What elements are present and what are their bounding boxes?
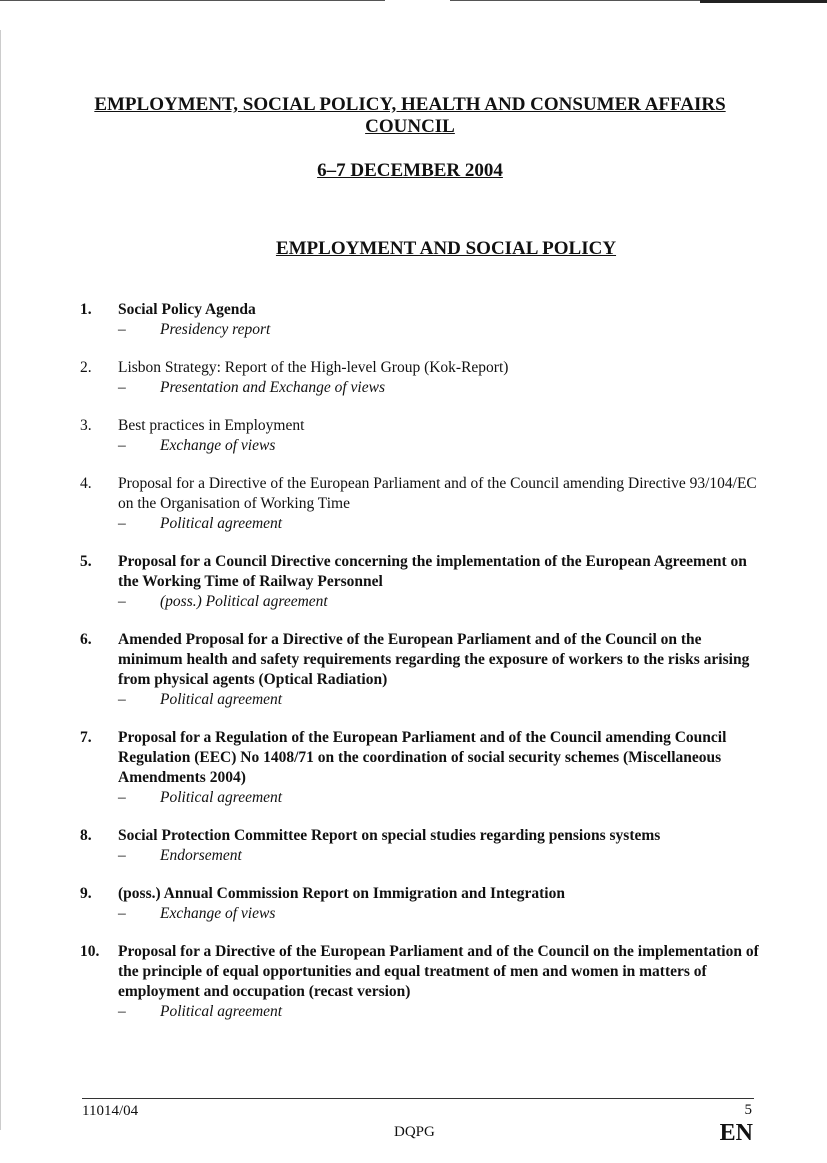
agenda-item-title: (poss.) Annual Commission Report on Immigration and Integration [118, 885, 565, 902]
language-code: EN [719, 1120, 753, 1146]
agenda-item-action [118, 904, 760, 924]
agenda-item-action-text: Political agreement [160, 789, 283, 806]
agenda-item-title: Proposal for a Directive of the European Parliament and of the Council amending Directive 93/104/EC on the Organisation of Working Time [118, 475, 757, 512]
dash-bullet: – [118, 593, 126, 610]
dash-bullet: – [118, 691, 126, 708]
agenda-item-title: Lisbon Strategy: Report of the High-level Group (Kok-Report) [118, 359, 509, 376]
agenda-item [80, 552, 760, 612]
agenda-item-title: Amended Proposal for a Directive of the European Parliament and of the Council on the minimum health and safety requirements regarding the exposure of workers to the risks arising from physical agents (Optical Radiation) [118, 631, 750, 688]
agenda-item-action [118, 846, 760, 866]
top-rule-right-thick [700, 0, 827, 3]
dash-bullet: – [118, 905, 126, 922]
agenda-item-content [118, 474, 760, 534]
agenda-item-action [118, 378, 760, 398]
agenda-item [80, 826, 760, 866]
agenda-item-action [118, 436, 760, 456]
agenda-item-title: Proposal for a Directive of the European Parliament and of the Council on the implementation of the principle of equal opportunities and equal treatment of men and women in matters of employment and occupation (recast version) [118, 943, 759, 1000]
agenda-item-content [118, 942, 760, 1022]
section-heading: EMPLOYMENT AND SOCIAL POLICY [275, 238, 617, 259]
agenda-item-number: 6. [80, 631, 92, 648]
agenda-item [80, 416, 760, 456]
dash-bullet: – [118, 437, 126, 454]
agenda-item-content [118, 630, 760, 710]
agenda-item-action-text: Exchange of views [160, 905, 276, 922]
agenda-item-content [118, 884, 760, 924]
agenda-item-title: Proposal for a Regulation of the European Parliament and of the Council amending Council Regulation (EEC) No 1408/71 on the coordination of social security schemes (Miscellaneous Amendments 2004) [118, 729, 727, 786]
agenda-item-content [118, 416, 760, 456]
agenda-item [80, 358, 760, 398]
agenda-item-action-text: (poss.) Political agreement [160, 593, 328, 610]
dash-bullet: – [118, 1003, 126, 1020]
agenda-item-action-text: Presentation and Exchange of views [160, 379, 385, 396]
agenda-item-title: Social Protection Committee Report on special studies regarding pensions systems [118, 827, 661, 844]
agenda-item-action [118, 690, 760, 710]
page-number: 5 [744, 1102, 752, 1118]
council-title-line2: COUNCIL [365, 116, 455, 137]
dash-bullet: – [118, 321, 126, 338]
agenda-item-action [118, 320, 760, 340]
council-title [60, 94, 760, 138]
agenda-item-number: 8. [80, 827, 92, 844]
agenda-item-number: 10. [80, 943, 100, 960]
dash-bullet: – [118, 847, 126, 864]
agenda-item-content [118, 826, 760, 866]
agenda-item [80, 884, 760, 924]
agenda-item-number: 1. [80, 301, 92, 318]
doc-number: 11014/04 [82, 1103, 139, 1119]
department-code: DQPG [394, 1124, 435, 1140]
agenda-item-number: 4. [80, 475, 92, 492]
agenda-item-content [118, 300, 760, 340]
agenda-item [80, 942, 760, 1022]
agenda-item-number: 5. [80, 553, 92, 570]
top-rule-left [0, 0, 385, 1]
agenda-item [80, 728, 760, 808]
agenda-item-action [118, 592, 760, 612]
agenda-item-number: 3. [80, 417, 92, 434]
agenda-item-title: Best practices in Employment [118, 417, 305, 434]
agenda-item-title: Proposal for a Council Directive concerning the implementation of the European Agreement on the Working Time of Railway Personnel [118, 553, 747, 590]
agenda-item-action-text: Endorsement [160, 847, 242, 864]
dash-bullet: – [118, 515, 126, 532]
agenda-item-content [118, 728, 760, 808]
meeting-date: 6–7 DECEMBER 2004 [317, 160, 503, 181]
agenda-item-action [118, 1002, 760, 1022]
agenda-item-action-text: Political agreement [160, 691, 283, 708]
agenda-item-action-text: Political agreement [160, 515, 283, 532]
agenda-item-action-text: Exchange of views [160, 437, 276, 454]
agenda-item-action [118, 514, 760, 534]
agenda-item-action-text: Presidency report [160, 321, 271, 338]
agenda-item-content [118, 358, 760, 398]
agenda-item-action [118, 788, 760, 808]
agenda-list [80, 300, 760, 1040]
footer-rule [82, 1098, 754, 1099]
agenda-item-content [118, 552, 760, 612]
dash-bullet: – [118, 379, 126, 396]
agenda-item-title: Social Policy Agenda [118, 301, 256, 318]
agenda-item-action-text: Political agreement [160, 1003, 283, 1020]
agenda-item [80, 300, 760, 340]
agenda-item [80, 630, 760, 710]
agenda-item-number: 7. [80, 729, 92, 746]
agenda-item-number: 9. [80, 885, 92, 902]
council-title-line1: EMPLOYMENT, SOCIAL POLICY, HEALTH AND CONSUMER AFFAIRS [94, 94, 726, 115]
agenda-item-number: 2. [80, 359, 92, 376]
agenda-item [80, 474, 760, 534]
scan-left-edge [0, 30, 1, 1130]
dash-bullet: – [118, 789, 126, 806]
